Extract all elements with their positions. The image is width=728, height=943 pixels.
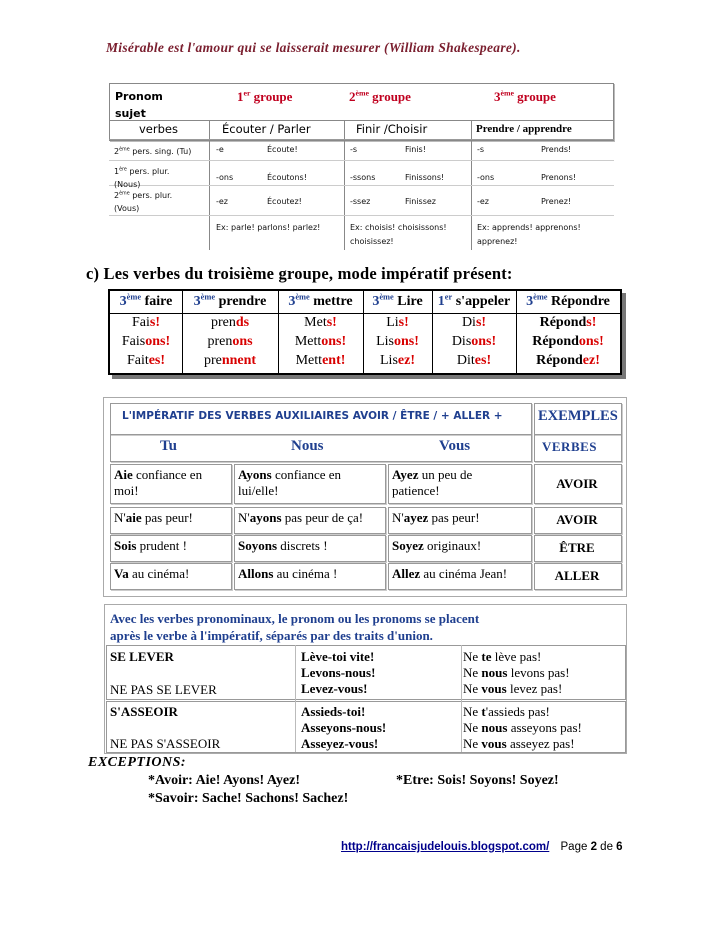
example-tu: Va au cinéma!: [114, 566, 190, 581]
ending-group3: -s: [477, 145, 485, 154]
imperative-form: Lis!: [386, 315, 409, 330]
page-title: Misérable est l'amour qui se laisserait mesurer (William Shakespeare).: [106, 40, 521, 55]
example-nous: N'ayons pas peur de ça!: [238, 510, 364, 525]
verb-example: AVOIR: [556, 512, 598, 527]
imperative-form: Faisons!: [121, 334, 171, 349]
ending-group1: -e: [216, 145, 224, 154]
ex-group3-b: apprenez!: [477, 237, 518, 246]
ex-group2-b: choisissez!: [350, 237, 394, 246]
ex-group1: Ex: parle! parlons! parlez!: [216, 223, 321, 232]
page-total: 6: [616, 841, 623, 853]
imperative-line: Asseyez-vous!: [301, 736, 379, 751]
imperative-form: Fais!: [131, 315, 160, 330]
form-group1: Écoutons!: [267, 173, 307, 182]
pronominal-intro-2: après le verbe à l'impératif, séparés par des traits d'union.: [110, 628, 433, 643]
imperative-form: Répondons!: [532, 334, 604, 349]
negative-line: Ne nous levons pas!: [463, 665, 570, 680]
imperative-form: Dis!: [461, 315, 487, 330]
ending-group2: -ssons: [350, 173, 376, 182]
ending-group2: -s: [350, 145, 358, 154]
form-group3: Prenez!: [541, 197, 572, 206]
verb-example: ALLER: [554, 568, 600, 583]
group2-header: 2ème groupe: [349, 88, 411, 104]
imperative-form: Mettons!: [294, 334, 347, 349]
ex-group2-a: Ex: choisis! choisissons!: [350, 223, 447, 232]
imperative-line: Levons-nous!: [301, 665, 376, 680]
third-group-header-row: [110, 291, 620, 314]
negative-line: Ne vous asseyez pas!: [463, 736, 575, 751]
form-group3: Prends!: [541, 145, 572, 154]
verbes-header: VERBES: [542, 439, 598, 454]
imperative-line: Asseyons-nous!: [301, 720, 387, 735]
example-nous: Ayons confiance en lui/elle!: [238, 467, 342, 498]
imperative-form: Disons!: [451, 334, 497, 349]
example-nous: Allons au cinéma !: [238, 566, 338, 581]
example-vous: Allez au cinéma Jean!: [392, 566, 508, 581]
s-asseoir-negative: [463, 704, 582, 752]
example-nous: Soyons discrets !: [238, 538, 328, 553]
exceptions-block: [88, 754, 559, 808]
ex-group3-a: Ex: apprends! apprenons!: [477, 223, 581, 232]
pronominal-verbs-table: [104, 604, 627, 754]
example-vous: Ayez un peu de patience!: [392, 467, 473, 498]
imperative-form: Faites!: [126, 353, 166, 368]
imperative-line: Assieds-toi!: [301, 704, 366, 719]
ending-group1: -ons: [216, 173, 234, 182]
imperative-line: Levez-vous!: [301, 681, 368, 696]
imperative-form: Mettent!: [295, 353, 346, 368]
pronoun-cell: 2ème pers. sing. (Tu): [114, 147, 192, 156]
imperative-form: Mets!: [304, 315, 337, 330]
ending-group3: -ons: [477, 173, 495, 182]
imperative-form: Réponds!: [539, 315, 597, 330]
se-lever-negative: [463, 649, 570, 697]
third-group-header: 3ème mettre: [288, 292, 353, 309]
pronom-sujet-header: Pronom sujet: [115, 90, 163, 120]
example-vous: Soyez originaux!: [392, 538, 482, 553]
imperative-form: Répondez!: [536, 353, 600, 368]
example-tu: Aie confiance en moi!: [114, 467, 203, 498]
third-group-header: 1er s'appeler: [437, 292, 511, 309]
example-vous: N'ayez pas peur!: [392, 510, 480, 525]
section-c-heading: c) Les verbes du troisième groupe, mode impératif présent:: [86, 264, 513, 283]
form-group3: Prenons!: [541, 173, 577, 182]
imperative-form: Dites!: [456, 353, 492, 368]
s-asseoir-imperative: [301, 704, 386, 752]
pronoun-cell: 1ère pers. plur. (Nous): [114, 167, 170, 189]
tu-header: Tu: [160, 438, 177, 454]
imperative-form: Lisons!: [376, 334, 419, 349]
exception-avoir: *Avoir: Aie! Ayons! Ayez!: [148, 773, 301, 788]
auxiliaries-table: [103, 397, 627, 597]
nous-header: Nous: [291, 438, 324, 454]
form-group2: Finis!: [405, 145, 426, 154]
example-tu: N'aie pas peur!: [114, 510, 193, 525]
third-group-header: 3ème Lire: [372, 292, 423, 309]
verb-example: ÊTRE: [559, 540, 595, 555]
imperative-form: prends: [210, 315, 250, 330]
verbes-row: verbes Écouter / Parler Finir /Choisir Prendre / apprendre: [109, 120, 614, 140]
form-group2: Finissez: [405, 197, 436, 206]
exemples-label: EXEMPLES: [538, 408, 618, 424]
third-group-header: 3ème faire: [119, 292, 173, 309]
ne-pas-se-lever-label: NE PAS SE LEVER: [110, 682, 217, 697]
example-tu: Sois prudent !: [114, 538, 187, 553]
form-group2: Finissons!: [405, 173, 445, 182]
pronoun-cell: 2ème pers. plur. (Vous): [114, 191, 173, 213]
third-group-table: [108, 289, 622, 375]
negative-line: Ne t'assieds pas!: [463, 704, 550, 719]
exception-etre: *Etre: Sois! Soyons! Soyez!: [396, 773, 559, 788]
group3-header: 3ème groupe: [494, 88, 556, 104]
ending-group2: -ssez: [350, 197, 371, 206]
verb-example: AVOIR: [556, 476, 598, 491]
exceptions-label: EXCEPTIONS:: [88, 755, 187, 770]
se-lever-label: SE LEVER: [110, 649, 174, 664]
third-group-header: 3ème Répondre: [526, 292, 610, 309]
ending-group3: -ez: [477, 197, 490, 206]
page-footer: http://francaisjudelouis.blogspot.com/ Page 2 de 6: [341, 841, 623, 853]
auxiliaries-title: L'IMPÉRATIF DES VERBES AUXILIAIRES AVOIR / ÊTRE / + ALLER +: [122, 410, 503, 422]
third-group-header: 3ème prendre: [193, 292, 267, 309]
imperative-form: prenons: [207, 334, 253, 349]
pronominal-intro-1: Avec les verbes pronominaux, le pronom ou les pronoms se placent: [110, 611, 480, 626]
page-number: 2: [590, 841, 597, 853]
se-lever-imperative: [301, 649, 375, 697]
regular-verbs-table: [109, 83, 614, 250]
imperative-form: Lisez!: [380, 353, 415, 368]
negative-line: Ne te lève pas!: [463, 649, 542, 664]
s-asseoir-label: S'ASSEOIR: [110, 704, 178, 719]
exception-savoir: *Savoir: Sache! Sachons! Sachez!: [148, 791, 349, 806]
imperative-line: Lève-toi vite!: [301, 649, 375, 664]
vous-header: Vous: [439, 438, 471, 454]
blog-link[interactable]: http://francaisjudelouis.blogspot.com/: [341, 841, 550, 853]
negative-line: Ne vous levez pas!: [463, 681, 563, 696]
form-group1: Écoute!: [267, 145, 298, 154]
group1-header: 1er groupe: [237, 88, 293, 104]
imperative-form: prennent: [203, 353, 257, 368]
ending-group1: -ez: [216, 197, 229, 206]
ne-pas-s-asseoir-label: NE PAS S'ASSEOIR: [110, 736, 221, 751]
form-group1: Écoutez!: [267, 197, 302, 206]
negative-line: Ne nous asseyons pas!: [463, 720, 582, 735]
